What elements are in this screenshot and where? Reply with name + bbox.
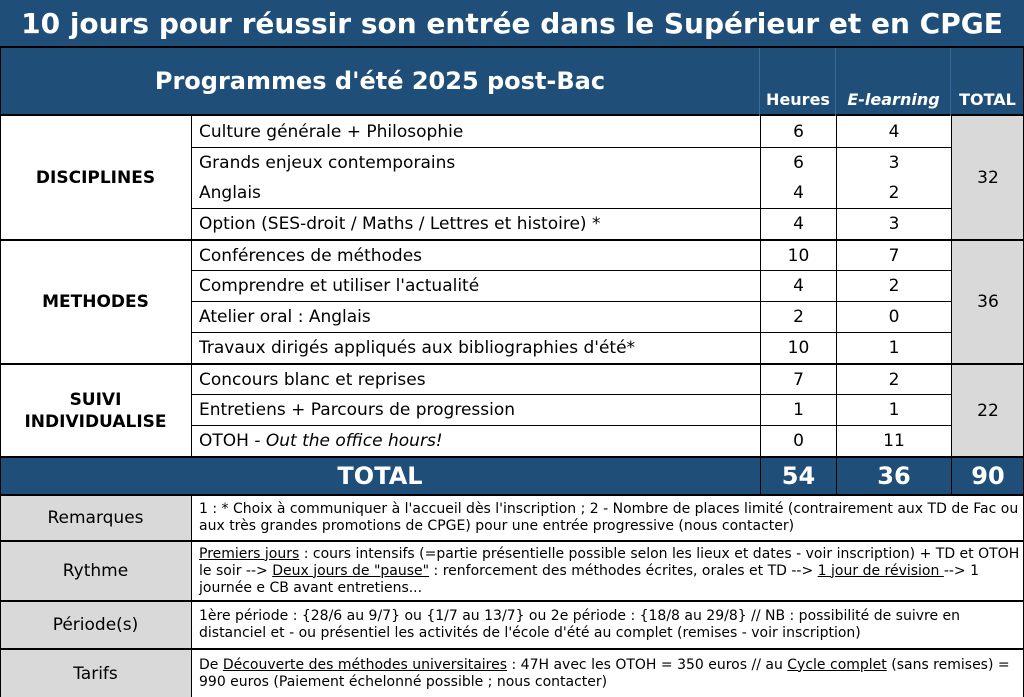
- elearning-cell: 3: [836, 147, 951, 178]
- section-total: 36: [951, 239, 1024, 363]
- header-divider: [759, 48, 760, 116]
- table-row-label: Conférences de méthodes: [191, 239, 760, 270]
- frame-left: [0, 48, 1, 697]
- elearning-cell: 1: [836, 332, 951, 363]
- revision-link: 1 jour de révision: [817, 562, 944, 579]
- section-total: 22: [951, 363, 1024, 456]
- notes-tarifs-text: [191, 648, 1024, 697]
- notes-label-tarifs: Tarifs: [0, 648, 191, 697]
- tarifs-text: (sans remises) = 990 euros (Paiement échelonné possible ; nous contacter): [199, 656, 1010, 690]
- hours-cell: 10: [760, 239, 836, 270]
- hours-cell: 4: [760, 178, 836, 208]
- table-row-label: Atelier oral : Anglais: [191, 301, 760, 332]
- hours-cell: 1: [760, 394, 836, 425]
- otoh-italic-label: Out the office hours!: [265, 431, 443, 451]
- table-row-label: Culture générale + Philosophie: [191, 116, 760, 147]
- notes-periode-text: 1ère période : {28/6 au 9/7} ou {1/7 au 13/7} ou 2e période : {18/8 au 29/8} // NB : possibilité de suivre en distanciel et - ou présentiel les activités de l'école d'été au complet (remises - voir inscription): [191, 600, 1024, 648]
- elearning-cell: 4: [836, 116, 951, 147]
- notes-tarifs-paragraph: [199, 657, 1020, 691]
- section-label-suivi: [0, 363, 191, 456]
- elearning-cell: 7: [836, 239, 951, 270]
- hours-cell: 0: [760, 425, 836, 456]
- table-row-label: Option (SES-droit / Maths / Lettres et histoire) *: [191, 208, 760, 239]
- totals-label: TOTAL: [0, 456, 760, 496]
- section-label-line: INDIVIDUALISE: [24, 411, 167, 432]
- table-row-label: Concours blanc et reprises: [191, 363, 760, 394]
- totals-hours: 54: [760, 456, 836, 496]
- section-total: 32: [951, 116, 1024, 239]
- premiers-jours-link: Premiers jours: [199, 545, 300, 562]
- page-title: 10 jours pour réussir son entrée dans le Supérieur et en CPGE: [0, 0, 1024, 48]
- totals-grand: 90: [951, 456, 1024, 496]
- notes-label-remarques: Remarques: [0, 496, 191, 540]
- hours-cell: 7: [760, 363, 836, 394]
- elearning-cell: 2: [836, 178, 951, 208]
- table-row-label: Grands enjeux contemporains: [191, 147, 760, 178]
- rythme-text: --> 1 journée e CB avant entretiens...: [199, 562, 980, 596]
- elearning-cell: 2: [836, 270, 951, 301]
- hours-cell: 4: [760, 270, 836, 301]
- elearning-cell: 11: [836, 425, 951, 456]
- table-row-label: Entretiens + Parcours de progression: [191, 394, 760, 425]
- column-header-hours: Heures: [760, 85, 836, 116]
- program-title: Programmes d'été 2025 post-Bac: [0, 48, 760, 116]
- table-row-label: Travaux dirigés appliqués aux bibliographies d'été*: [191, 332, 760, 363]
- notes-rythme-paragraph: [199, 546, 1020, 597]
- notes-label-rythme: Rythme: [0, 540, 191, 600]
- section-label-methodes: METHODES: [0, 239, 191, 363]
- notes-rythme-text: [191, 540, 1024, 600]
- elearning-cell: 0: [836, 301, 951, 332]
- header-divider: [835, 48, 836, 116]
- notes-label-periode: Période(s): [0, 600, 191, 648]
- hours-cell: 2: [760, 301, 836, 332]
- decouverte-link: Découverte des méthodes universitaires: [222, 656, 508, 673]
- hours-cell: 6: [760, 147, 836, 178]
- totals-elearning: 36: [836, 456, 951, 496]
- section-label-line: SUIVI: [69, 389, 122, 410]
- tarifs-text: De: [199, 656, 223, 673]
- column-header-elearning: E-learning: [836, 85, 951, 116]
- rythme-text: : cours intensifs (=partie présentielle possible selon les lieux et dates - voir inscription) + TD et OTOH le soir -->: [199, 545, 1020, 579]
- table-row-label: [191, 425, 760, 456]
- hours-cell: 6: [760, 116, 836, 147]
- elearning-cell: 2: [836, 363, 951, 394]
- hours-cell: 10: [760, 332, 836, 363]
- hours-cell: 4: [760, 208, 836, 239]
- cycle-complet-link: Cycle complet: [787, 656, 887, 673]
- notes-remarques-text: 1 : * Choix à communiquer à l'accueil dès l'inscription ; 2 - Nombre de places limité (contrairement aux TD de Fac ou aux très grandes promotions de CPGE) pour une entrée progressive (nous contacter): [191, 496, 1024, 540]
- elearning-cell: 1: [836, 394, 951, 425]
- otoh-label: OTOH -: [199, 431, 266, 451]
- elearning-cell: 3: [836, 208, 951, 239]
- deux-jours-link: Deux jours de "pause": [272, 562, 430, 579]
- rythme-text: : renforcement des méthodes écrites, orales et TD -->: [429, 562, 818, 579]
- section-label-disciplines: DISCIPLINES: [35, 167, 156, 188]
- column-header-total: TOTAL: [951, 85, 1024, 116]
- tarifs-text: : 47H avec les OTOH = 350 euros // au: [507, 656, 788, 673]
- table-row-label: Comprendre et utiliser l'actualité: [191, 270, 760, 301]
- table-row-label: Anglais: [191, 178, 760, 208]
- header-divider: [950, 48, 951, 116]
- header-spacer: [760, 48, 1024, 85]
